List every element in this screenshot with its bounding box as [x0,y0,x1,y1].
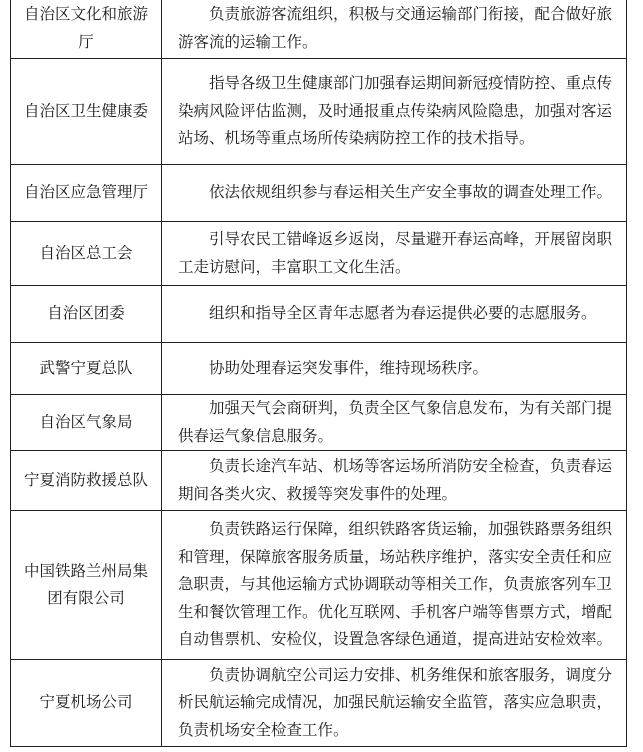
responsibility-table [10,0,627,747]
table-row [11,395,627,451]
department-name: 中国铁路兰州局集团有限公司 [23,561,148,607]
department-cell [11,395,162,451]
duty-text: 依法依规组织参与春运相关生产安全事故的调查处理工作。 [209,183,613,202]
department-name: 宁夏机场公司 [39,693,133,712]
department-cell [11,511,162,660]
department-cell [11,59,162,165]
duty-cell [162,511,627,660]
table-row [11,165,627,222]
duty-text: 负责铁路运行保障，组织铁路客货运输，加强铁路票务组织和管理，保障旅客服务质量，场站秩序维护，落实安全责任和应急职责，与其他运输方式协调联动等相关工作，负责旅客列车卫生和餐饮管理工作。优化互联网、手机客户端等售票方式，增配自动售票机、安检仪，设置急客绿色通道，提高进站安检效率。 [178,520,613,649]
table-row [11,286,627,343]
department-cell [11,286,162,343]
table-row [11,511,627,660]
department-name: 宁夏消防救援总队 [23,470,148,489]
department-cell [11,165,162,222]
department-cell [11,451,162,511]
duty-text: 指导各级卫生健康部门加强春运期间新冠疫情防控、重点传染病风险评估监测，及时通报重点传染病风险隐患，加强对客运站场、机场等重点场所传染病防控工作的技术指导。 [178,74,613,148]
duty-text: 协助处理春运突发事件，维持现场秩序。 [209,358,489,377]
table-row [11,343,627,395]
duty-cell [162,59,627,165]
duty-text: 负责旅游客流组织，积极与交通运输部门衔接，配合做好旅游客流的运输工作。 [178,5,613,51]
table-row [11,0,627,59]
duty-cell [162,222,627,286]
department-name: 自治区总工会 [39,243,133,262]
table-row [11,59,627,165]
department-cell [11,343,162,395]
duty-cell [162,451,627,511]
duty-text: 组织和指导全区青年志愿者为春运提供必要的志愿服务。 [209,304,597,323]
duty-text: 负责长途汽车站、机场等客运场所消防安全检查，负责春运期间各类火灾、救援等突发事件的处理。 [178,457,613,503]
department-name: 自治区团委 [47,304,125,323]
department-name: 自治区应急管理厅 [23,183,148,202]
department-cell [11,660,162,747]
department-name: 自治区文化和旅游厅 [23,5,148,51]
department-cell [11,0,162,59]
table-row [11,451,627,511]
duty-cell [162,660,627,747]
duty-cell [162,286,627,343]
duty-text: 加强天气会商研判，负责全区气象信息发布，为有关部门提供春运气象信息服务。 [178,399,613,445]
table-row [11,660,627,747]
duty-cell [162,395,627,451]
department-name: 自治区卫生健康委 [23,101,148,120]
duty-cell [162,343,627,395]
table-row [11,222,627,286]
duty-cell [162,165,627,222]
department-name: 武警宁夏总队 [39,358,133,377]
duty-text: 引导农民工错峰返乡返岗，尽量避开春运高峰，开展留岗职工走访慰问，丰富职工文化生活。 [178,230,613,276]
department-name: 自治区气象局 [39,412,133,431]
duty-text: 负责协调航空公司运力安排、机务维保和旅客服务，调度分析民航运输完成情况，加强民航运输安全监管，落实应急职责，负责机场安全检查工作。 [178,665,613,739]
department-cell [11,222,162,286]
duty-cell [162,0,627,59]
